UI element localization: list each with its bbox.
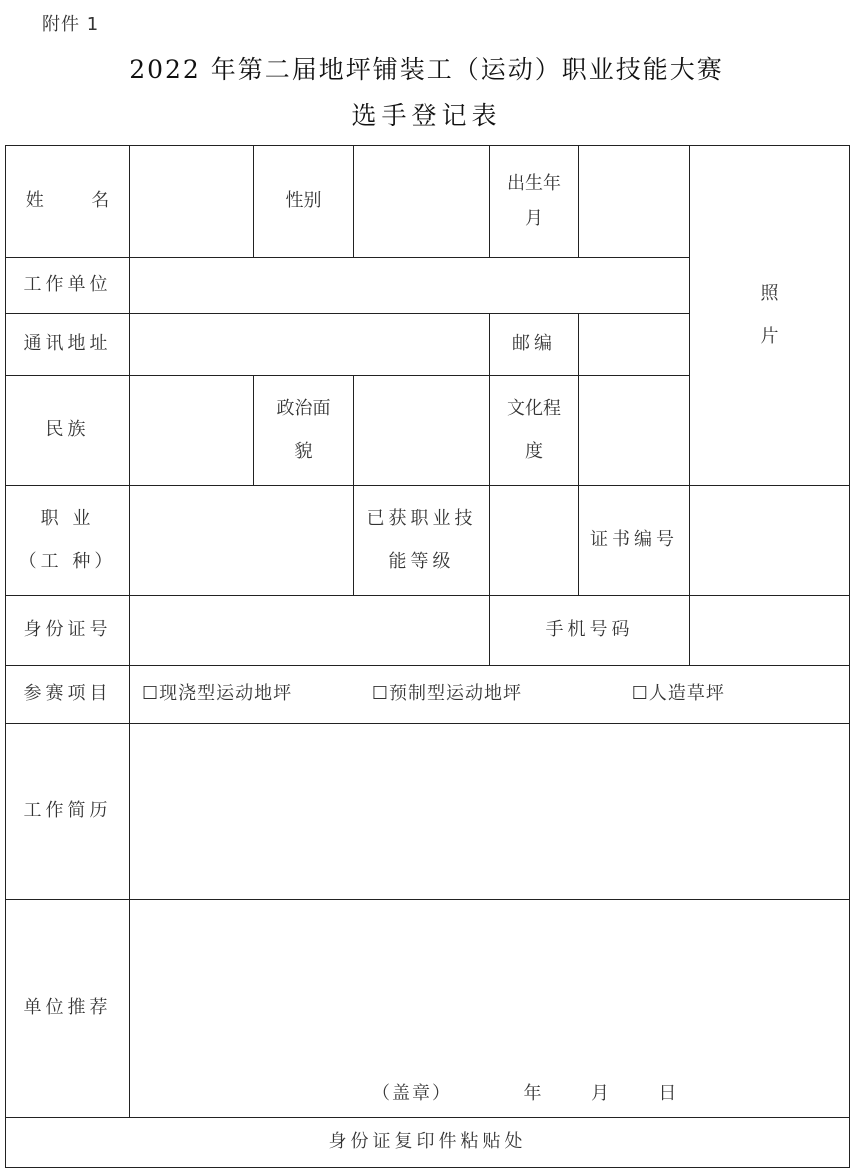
date-day: 日 <box>658 1082 679 1104</box>
recommendation-label: 单位推荐 <box>6 900 130 1118</box>
certificate-field[interactable] <box>690 486 850 596</box>
skill-level-label <box>354 486 490 596</box>
id-copy-label: 身份证复印件粘贴处 <box>328 1131 527 1153</box>
education-label-line-1: 文化程 <box>507 398 561 420</box>
work-history-field[interactable] <box>130 724 850 900</box>
skill-level-label-line-2: 能等级 <box>388 550 455 572</box>
address-label: 通讯地址 <box>6 314 130 376</box>
occupation-field[interactable] <box>130 486 354 596</box>
work-history-label: 工作简历 <box>6 724 130 900</box>
name-label-char-2: 名 <box>91 190 110 212</box>
postcode-label: 邮编 <box>490 314 579 376</box>
birth-field[interactable] <box>579 146 690 258</box>
political-label <box>254 376 354 486</box>
postcode-field[interactable] <box>579 314 690 376</box>
photo-box[interactable] <box>690 146 850 486</box>
page-subtitle: 选手登记表 <box>351 101 502 130</box>
name-label <box>6 146 130 258</box>
attachment-label: 附件 1 <box>42 14 100 35</box>
political-label-line-1: 政治面 <box>276 398 331 420</box>
birth-label-line-2: 月 <box>525 207 543 229</box>
registration-form <box>5 145 850 1168</box>
event-option-artificial-turf[interactable]: ☐人造草坪 <box>631 683 725 705</box>
ethnicity-label: 民族 <box>6 376 130 486</box>
name-label-char-1: 姓 <box>25 190 44 212</box>
event-option-cast-in-place[interactable]: ☐现浇型运动地坪 <box>142 683 293 705</box>
occupation-label <box>6 486 130 596</box>
event-options <box>130 666 850 724</box>
gender-label: 性别 <box>254 146 354 258</box>
occupation-label-line-1: 职 业 <box>40 508 95 530</box>
birth-label-line-1: 出生年 <box>507 173 561 195</box>
date-month: 月 <box>590 1082 611 1104</box>
id-number-label: 身份证号 <box>6 596 130 666</box>
work-unit-field[interactable] <box>130 258 690 314</box>
political-label-line-2: 貌 <box>294 440 313 462</box>
page-title: 2022 年第二届地坪铺装工（运动）职业技能大赛 <box>129 55 724 84</box>
phone-field[interactable] <box>690 596 850 666</box>
birth-label <box>490 146 579 258</box>
skill-level-label-line-1: 已获职业技 <box>366 508 477 530</box>
political-field[interactable] <box>354 376 490 486</box>
event-option-prefabricated[interactable]: ☐预制型运动地坪 <box>371 683 523 705</box>
education-label-line-2: 度 <box>525 440 543 462</box>
address-field[interactable] <box>130 314 490 376</box>
stamp-text: （盖章） <box>372 1082 452 1104</box>
photo-label-line-1: 照 <box>760 283 779 305</box>
occupation-label-line-2: （工 种） <box>18 550 117 572</box>
stamp-line <box>130 1077 849 1111</box>
certificate-label: 证书编号 <box>579 486 690 596</box>
photo-label-line-2: 片 <box>760 325 779 347</box>
ethnicity-field[interactable] <box>130 376 254 486</box>
education-label <box>490 376 579 486</box>
date-year: 年 <box>523 1082 544 1104</box>
id-number-field[interactable] <box>130 596 490 666</box>
phone-label: 手机号码 <box>490 596 690 666</box>
skill-level-field[interactable] <box>490 486 579 596</box>
work-unit-label: 工作单位 <box>6 258 130 314</box>
education-field[interactable] <box>579 376 690 486</box>
gender-field[interactable] <box>354 146 490 258</box>
recommendation-field[interactable] <box>130 900 850 1118</box>
event-label: 参赛项目 <box>6 666 130 724</box>
id-copy-area[interactable] <box>6 1118 850 1168</box>
name-field[interactable] <box>130 146 254 258</box>
